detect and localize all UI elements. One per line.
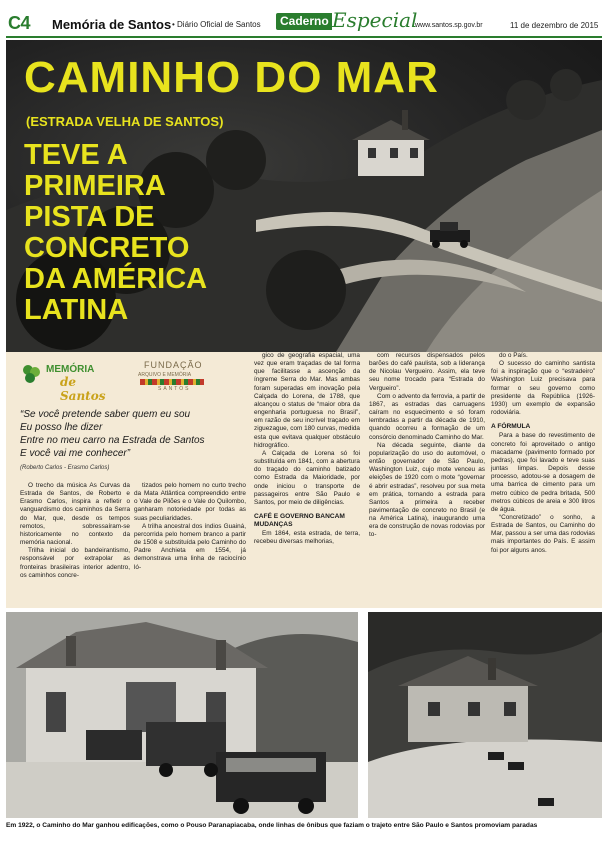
mountain-house-image [368,612,602,818]
historic-photo-mountain-house [368,612,602,818]
headline-line: PRIMEIRA [24,170,166,202]
headline-line: PISTA DE [24,201,155,233]
publication-subtitle: • Diário Oficial de Santos [172,20,261,29]
section-heading: A FÓRMULA [491,423,531,431]
caderno-especial-badge [276,8,418,32]
badge-caderno: Caderno [276,13,332,30]
paragraph: A Calçada de Lorena só foi substituída em 1841, com a abertura do traçado do caminho batizado como Estrada da Maioridade, por onde iniciou o transporte de passageiros entre São Paulo e Santos, por meio de diligências. [254,449,360,506]
quote-author: (Roberto Carlos - Erasmo Carlos) [20,465,110,471]
paragraph: A trilha ancestral dos índios Guainá, percorrida pelo homem branco a partir de 1508 e substituída pelo Caminho do Padre Anchieta em 1554, já demonstrava uma linha de raciocínio ló- [134,522,246,571]
article-column-1 [20,482,130,580]
quote-line: “Se você pretende saber quem eu sou [20,409,191,420]
headline-line: TEVE A [24,139,128,171]
main-subtitle: (ESTRADA VELHA DE SANTOS) [26,114,224,129]
leaf-icon [20,362,44,386]
paragraph: Na década seguinte, diante da popularização do uso do automóvel, o então governador de São Paulo, Washington Luiz, cujo mote venceu as eleições de 1920 com o mote “governar é abrir estradas”, resolveu por sua meta em prática, tornando a estrada para Santos a primeira a receber pavimentação de concreto no Brasil (e na América Latina), inaugurando uma era de construção de novas rodovias por to- [369,441,485,539]
website-url[interactable]: www.santos.sp.gov.br [415,22,483,29]
paragraph: do o País. [499,352,528,359]
page-header [0,0,608,38]
quote-line: Eu posso lhe dizer [20,422,103,433]
fundacao-logo-bar [140,379,204,385]
paragraph: com recursos dispensados pelos barões do café paulista, sob a liderança de Nicolau Vergueiro. Assim, ela teve seu nome trocado para “Estrada do Vergueiro”. [369,352,485,392]
headline-line: DA AMÉRICA [24,263,208,295]
memoria-de-santos-logo [20,362,120,403]
article-column-2 [134,482,246,572]
memoria-logo-line1: MEMÓRIA [46,364,95,375]
article-column-3 [254,352,360,547]
paragraph: O trecho da música As Curvas da Estrada de Santos, de Roberto e Erasmo Carlos, inspira a refletir o vanguardismo dos caminhos da Serra do Mar, que, desde os tempos remotos, sobressaíram-se historicamente no contexto da memória nacional. [20,482,130,547]
paragraph: gico de geografia espacial, uma vez que eram traçadas de tal forma que facilitasse a ascenção da íngreme Serra do Mar. Mas ambas foram superadas em inovação pela Calçada do Lorena, de 1788, que alcançou o status de “maior obra da engenharia portuguesa no Brasil”, em razão de seu incrível traçado em ziguezague, com 180 curvas, medida esta que evitava qualquer obstáculo hidrográfico. [254,352,360,449]
section-title: Memória de Santos [52,17,172,32]
paragraph: Com o advento da ferrovia, a partir de 1867, as estradas das carruagens caíram no esquecimento e só foram lembradas a partir da década de 1910, quando ocorreu a formação de um consórcio denominado Caminho do Mar. [369,392,485,441]
paragraph: “Concretizado” o sonho, a Estrada de Santos, ou Caminho do Mar, passou a ser uma das rodovias mais importantes do País. E assim foi por alguns anos. [491,513,595,554]
header-divider [6,36,602,38]
quote-line: E você vai me conhecer” [20,448,131,459]
headline [24,140,214,326]
bus-stop-building-image [6,612,358,818]
main-title: CAMINHO DO MAR [24,53,439,102]
memoria-logo-line2: de Santos [60,375,106,403]
photo-caption: Em 1922, o Caminho do Mar ganhou edificações, como o Pouso Paranapiacaba, onde linhas de ônibus que faziam o trajeto entre São Paulo e Santos promoviam paradas [6,822,538,829]
issue-date: 11 de dezembro de 2015 [510,21,599,30]
quote-line: Entre no meu carro na Estrada de Santos [20,435,205,446]
headline-line: CONCRETO [24,232,190,264]
article-column-4 [369,352,485,540]
headline-line: LATINA [24,294,129,326]
paragraph: O sucesso do caminho santista foi a inspiração que o “estradeiro” Washington Luiz precisava para formar o seu governo como presidente da República (1926-1930) um exemplo de expansão rodoviária. [491,360,595,417]
fundacao-logo-line1: FUNDAÇÃO [144,360,203,370]
badge-especial: Especial [332,8,418,32]
historic-photo-pouso-paranapiacaba [6,612,358,818]
fundacao-arquivo-logo [138,360,214,392]
page-number: C4 [8,13,31,33]
song-quote [20,408,244,460]
paragraph: Em 1864, esta estrada, de terra, recebeu diversas melhorias, [254,530,360,546]
fundacao-logo-line3: SANTOS [158,386,191,392]
paragraph: Trilha inicial do bandeirantismo, responsável por extrapolar as fronteiras brasileiras interior adentro, os caminhos concre- [20,547,130,579]
hero-photo [6,40,602,352]
article-column-5 [491,352,595,555]
paragraph: tizados pelo homem no curto trecho da Mata Atlântica compreendido entre o Vale de Pilões e o Vale do Quilombo, ganharam notoriedade por todas as suas peculiaridades. [134,482,246,522]
paragraph: Para a base do revestimento de concreto foi aproveitado o antigo macadame (pavimento formado por pedras), que foi lavado e teve suas juntas limpas. Depois desse processo, adotou-se a dosagem de uma barrica de cimento para um metro cúbico de pedra britada, 500 metros cúbicos de areia e 300 litros de água. [491,432,595,513]
fundacao-logo-line2: ARQUIVO E MEMÓRIA [138,372,192,378]
section-heading: CAFÉ E GOVERNO BANCAM MUDANÇAS [254,512,345,529]
article-section [6,352,602,608]
